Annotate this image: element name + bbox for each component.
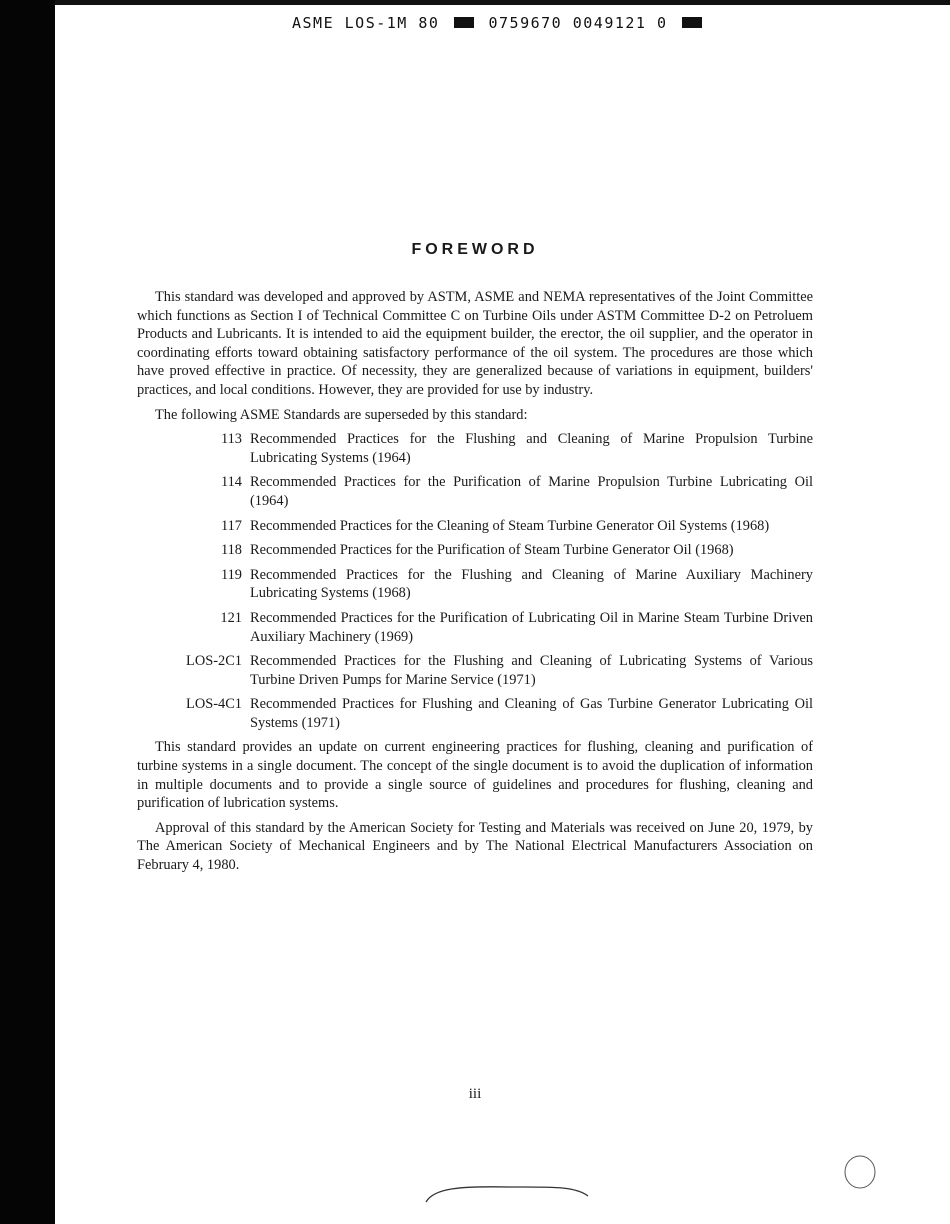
page-title: FOREWORD — [411, 241, 539, 258]
header-code-mid: 0759670 0049121 0 — [488, 14, 668, 32]
standard-number: 114 — [220, 474, 242, 491]
superseded-standards-list — [137, 430, 813, 732]
header-marker-block — [454, 17, 474, 28]
header-code-prefix: ASME LOS-1M 80 — [292, 14, 440, 32]
list-item — [137, 430, 813, 467]
update-paragraph: This standard provides an update on current engineering practices for flushing, cleaning and purification of turbine systems in a single document. The concept of the single document is to avoid the duplication of information in multiple documents and to provide a single source of guidelines and procedures for flushing, cleaning and purification of lubrication systems. — [137, 739, 813, 812]
list-item — [137, 541, 813, 560]
standard-title: Recommended Practices for the Cleaning of Steam Turbine Generator Oil Systems (1968) — [250, 517, 770, 534]
intro-paragraph: This standard was developed and approved by ASTM, ASME and NEMA representatives of the Joint Committee which functions as Section I of Technical Committee C on Turbine Oils under ASTM Committee D-2 on Petroluem Products and Lubricants. It is intended to aid the equipment builder, the erector, the oil supplier, and the operator in coordinating efforts toward obtaining satisfactory performance of the oil system. The procedures are those which have proved effective in practice. Of necessity, they are generalized because of variations in equipment, builders' practices, and local conditions. However, they are provided for use by industry. — [137, 289, 813, 398]
list-item — [137, 473, 813, 510]
standard-number: 121 — [220, 609, 242, 626]
scan-artifact-curve — [420, 1178, 600, 1208]
page-number: iii — [468, 1086, 482, 1102]
approval-paragraph: Approval of this standard by the American Society for Testing and Materials was received on June 20, 1979, by The American Society of Mechanical Engineers and by The National Electrical Manufacturers Association on February 4, 1980. — [137, 819, 813, 874]
list-item — [137, 517, 813, 536]
standard-title: Recommended Practices for the Flushing and Cleaning of Marine Propulsion Turbine Lubricating Systems (1964) — [250, 431, 813, 466]
foreword-body — [137, 288, 813, 881]
standard-title: Recommended Practices for the Flushing and Cleaning of Lubricating Systems of Various Turbine Driven Pumps for Marine Service (1971) — [250, 653, 813, 688]
standard-title: Recommended Practices for the Purification of Marine Propulsion Turbine Lubricating Oil (1964) — [250, 474, 813, 509]
scan-black-edge — [0, 0, 55, 1224]
standard-number: 113 — [220, 431, 242, 448]
standard-number: LOS-2C1 — [186, 653, 242, 670]
standard-number: 118 — [220, 542, 242, 559]
document-code-header — [292, 14, 706, 32]
standard-title: Recommended Practices for the Flushing and Cleaning of Marine Auxiliary Machinery Lubricating Systems (1968) — [250, 566, 813, 602]
standard-title: Recommended Practices for Flushing and Cleaning of Gas Turbine Generator Lubricating Oil Systems (1971) — [250, 696, 813, 731]
standard-number: LOS-4C1 — [186, 696, 242, 713]
list-item — [137, 652, 813, 689]
standard-title: Recommended Practices for the Purification of Steam Turbine Generator Oil (1968) — [250, 542, 734, 559]
list-item — [137, 566, 813, 603]
scan-artifact-ring — [840, 1152, 880, 1192]
standard-number: 117 — [220, 517, 242, 534]
list-item — [137, 695, 813, 732]
header-marker-block — [682, 17, 702, 28]
standard-number: 119 — [220, 566, 242, 583]
superseded-lead: The following ASME Standards are superseded by this standard: — [155, 406, 528, 423]
standard-title: Recommended Practices for the Purification of Lubricating Oil in Marine Steam Turbine Driven Auxiliary Machinery (1969) — [250, 609, 813, 645]
scan-top-rule — [55, 0, 950, 5]
list-item — [137, 609, 813, 646]
